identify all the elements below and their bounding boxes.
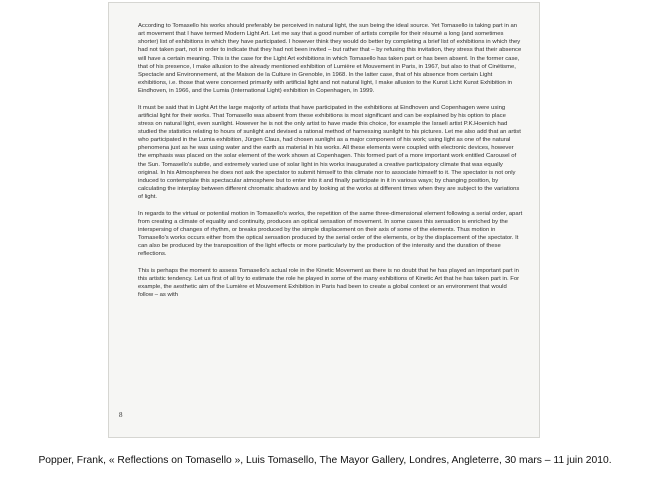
citation-caption: Popper, Frank, « Reflections on Tomasello », Luis Tomasello, The Mayor Gallery, Londres, Angleterre, 30 mars – 11 juin 2010. [38, 455, 612, 466]
paragraph-1: According to Tomasello his works should preferably be perceived in natural light, the sun being the ideal source. Yet Tomasello is taking part in an art movement that I have termed Modern Light Art. Let me say that a good number of artists compile for their résumé a long (and sometimes shorter) list of exhibitions in which they have participated. I however think they would do better by completing a brief list of exhibitions in which they had not taken part, not in order to indicate that they had not been invited – but rather that – by refusing this invitation, they stress that their absence will have a certain meaning. This is the case for the Light Art exhibitions in which Tomasello has taken part or has been absent. In the former case, that of his presence, I make allusion to the already mentioned exhibition of Lumière et Mouvement in Paris, in 1967, but also to that of Cinétisme, Spectacle and Environnement, at the Maison de la Culture in Grenoble, in 1968. In the latter case, that of his absence from certain Light exhibitions, i.e. those that were concerned primarily with artificial light and not natural light, I make allusion to the Kunst Licht Kunst Exhibition in Eindhoven, in 1966, and the Lumia (International Light) exhibition in Copenhagen, in 1999. [138, 23, 522, 95]
scanned-page [108, 2, 540, 438]
page-number: 8 [119, 411, 123, 419]
paragraph-2: It must be said that in Light Art the large majority of artists that have participated in the exhibitions at Eindhoven and Copenhagen were using artificial light for their works. That Tomasello was absent from these exhibitions is most significant and can be explained by his option to place stress on natural light, even sunlight. However he is not the only artist to have made this choice, for example the Israeli artist P.K.Hoenich had studied the statistics relating to hours of sunlight and devised a rational method of harnessing sunlight to his pictures. Let me also add that an artist who participated in the Lumia exhibition, Jürgen Claus, had chosen sunlight as a major component of his work; using light as one of the natural phenomena just as he was using water and the earth as material in his works. All these elements were coupled with electronic devices, however the emphasis was placed on the solar element of the work shown at Copenhagen. This formed part of a more important work entitled Carousel of the Sun. Tomasello's subtle, and extremely varied use of solar light in his works inaugurated a creative participatory climate that was equally original. In his Atmospheres he does not ask the spectator to submit himself to this climate nor to associate himself to it. The spectator is not only induced to contemplate this spectacular atmosphere but to enter into it and finally participate in it in various ways; by changing position, by calculating the interplay between different chromatic shadows and by looking at the works at different times when they are subject to the variations of light. [138, 104, 521, 201]
page-body [138, 22, 523, 299]
paragraph-3: In regards to the virtual or potential motion in Tomasello's works, the repetition of the same three-dimensional element following a serial order, apart from creating a climate of equality and continuity, produces an optical sensation of movement. In some cases this sensation is enriched by the interspersing of changes of rhythm, or breaks produced by the simple displacement on their axis of some of the elements. Thus motion in Tomasello's works occurs either from the optical sensation produced by the serial order of the elements, or by the displacement of the spectator. It can also be produced by the transposition of the light effects or more particularly by the production of the intensity and the duration of these reflections. [138, 210, 523, 258]
paragraph-4: This is perhaps the moment to assess Tomasello's actual role in the Kinetic Movement as there is no doubt that he has played an important part in this artistic tendency. Let us first of all try to estimate the role he played in some of the many exhibitions of Kinetic Art that he has taken part in. For example, the aesthetic aim of the Lumière et Mouvement Exhibition in Paris had been to create a global context or an environment that would follow – as with [138, 267, 520, 299]
